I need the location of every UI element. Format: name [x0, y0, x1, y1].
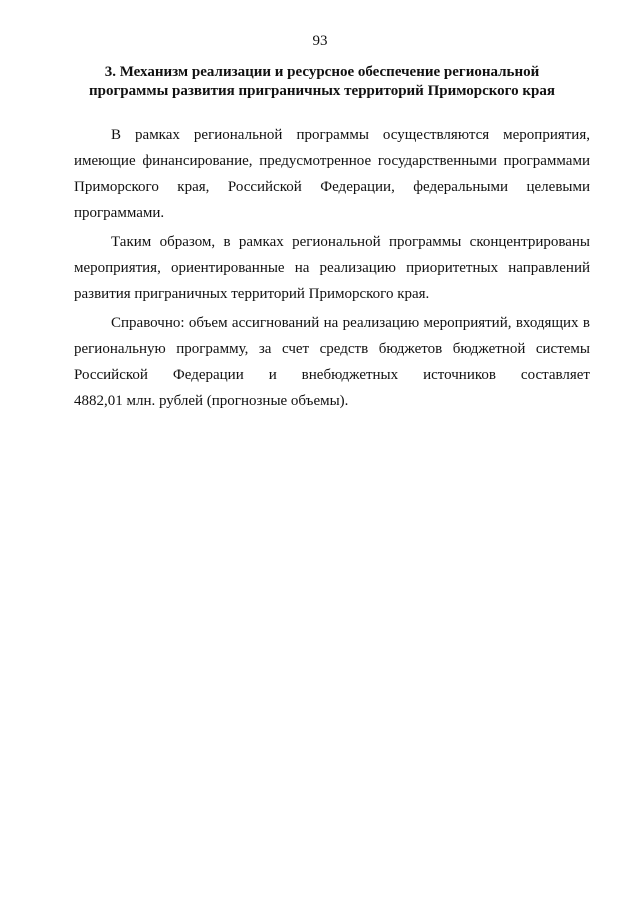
- paragraph-line: Приморского края, Российской Федерации, федеральными целевыми: [74, 179, 590, 195]
- section-heading-line-2: программы развития приграничных территорий Приморского края: [89, 83, 555, 99]
- paragraph-line: Справочно: объем ассигнований на реализацию мероприятий, входящих в: [111, 315, 590, 331]
- section-heading-line-1: 3. Механизм реализации и ресурсное обеспечение региональной: [104, 64, 540, 80]
- paragraph-line: Таким образом, в рамках региональной программы сконцентрированы: [111, 234, 590, 250]
- paragraph-line: имеющие финансирование, предусмотренное государственными программами: [74, 153, 590, 169]
- paragraph-line: развития приграничных территорий Приморского края.: [74, 286, 430, 302]
- paragraph-line: 4882,01 млн. рублей (прогнозные объемы).: [74, 393, 349, 409]
- paragraph-reference-budget: [74, 310, 590, 414]
- body-text: [74, 122, 590, 417]
- paragraph-line: мероприятия, ориентированные на реализацию приоритетных направлений: [74, 260, 590, 276]
- paragraph-line: программами.: [74, 205, 165, 221]
- paragraph-concentration: [74, 229, 590, 307]
- paragraph-line: Российской Федерации и внебюджетных источников составляет: [74, 367, 590, 383]
- page-number: 93: [312, 33, 328, 49]
- section-heading: [72, 63, 572, 101]
- paragraph-financing: [74, 122, 590, 226]
- paragraph-line: В рамках региональной программы осуществляются мероприятия,: [111, 127, 590, 143]
- paragraph-line: региональную программу, за счет средств бюджетов бюджетной системы: [74, 341, 590, 357]
